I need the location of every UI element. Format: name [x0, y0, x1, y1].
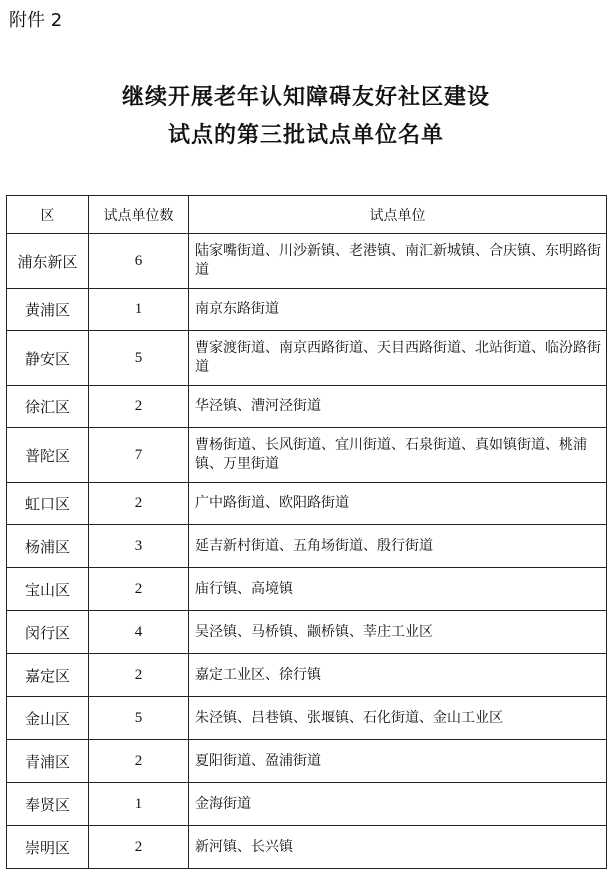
district-cell: 虹口区 — [7, 483, 89, 525]
pilot-units-table — [6, 195, 607, 869]
district-cell: 静安区 — [7, 331, 89, 386]
district-cell: 普陀区 — [7, 428, 89, 483]
table-row — [7, 483, 607, 525]
units-cell: 广中路街道、欧阳路街道 — [189, 483, 607, 525]
district-cell: 奉贤区 — [7, 783, 89, 826]
table-row — [7, 428, 607, 483]
count-cell: 3 — [89, 525, 189, 568]
table-row — [7, 783, 607, 826]
table-row — [7, 654, 607, 697]
count-cell: 5 — [89, 697, 189, 740]
count-cell: 1 — [89, 783, 189, 826]
count-cell: 2 — [89, 386, 189, 428]
count-cell: 2 — [89, 568, 189, 611]
table-row — [7, 826, 607, 869]
district-cell: 青浦区 — [7, 740, 89, 783]
table-row — [7, 568, 607, 611]
units-cell: 嘉定工业区、徐行镇 — [189, 654, 607, 697]
units-cell: 陆家嘴街道、川沙新镇、老港镇、南汇新城镇、合庆镇、东明路街道 — [189, 234, 607, 289]
units-cell: 朱泾镇、吕巷镇、张堰镇、石化街道、金山工业区 — [189, 697, 607, 740]
table-row — [7, 525, 607, 568]
count-cell: 4 — [89, 611, 189, 654]
units-cell: 曹家渡街道、南京西路街道、天目西路街道、北站街道、临汾路街道 — [189, 331, 607, 386]
district-cell: 徐汇区 — [7, 386, 89, 428]
table-header-row — [7, 196, 607, 234]
units-cell: 新河镇、长兴镇 — [189, 826, 607, 869]
document-title-line-2: 试点的第三批试点单位名单 — [167, 123, 444, 148]
units-cell: 延吉新村街道、五角场街道、殷行街道 — [189, 525, 607, 568]
count-cell: 2 — [89, 740, 189, 783]
table-row — [7, 331, 607, 386]
table-row — [7, 611, 607, 654]
units-cell: 曹杨街道、长风街道、宜川街道、石泉街道、真如镇街道、桃浦镇、万里街道 — [189, 428, 607, 483]
header-count: 试点单位数 — [89, 196, 189, 234]
district-cell: 黄浦区 — [7, 289, 89, 331]
table-row — [7, 386, 607, 428]
units-cell: 夏阳街道、盈浦街道 — [189, 740, 607, 783]
table-row — [7, 234, 607, 289]
units-cell: 庙行镇、高境镇 — [189, 568, 607, 611]
count-cell: 5 — [89, 331, 189, 386]
count-cell: 2 — [89, 483, 189, 525]
count-cell: 2 — [89, 826, 189, 869]
count-cell: 7 — [89, 428, 189, 483]
district-cell: 浦东新区 — [7, 234, 89, 289]
header-units: 试点单位 — [189, 196, 607, 234]
district-cell: 宝山区 — [7, 568, 89, 611]
document-title-line-1: 继续开展老年认知障碍友好社区建设 — [121, 85, 490, 110]
header-district: 区 — [7, 196, 89, 234]
units-cell: 南京东路街道 — [189, 289, 607, 331]
district-cell: 崇明区 — [7, 826, 89, 869]
district-cell: 嘉定区 — [7, 654, 89, 697]
units-cell: 华泾镇、漕河泾街道 — [189, 386, 607, 428]
units-cell: 金海街道 — [189, 783, 607, 826]
count-cell: 2 — [89, 654, 189, 697]
table-row — [7, 740, 607, 783]
district-cell: 杨浦区 — [7, 525, 89, 568]
table-row — [7, 289, 607, 331]
district-cell: 闵行区 — [7, 611, 89, 654]
attachment-label: 附件 2 — [9, 10, 63, 31]
table-row — [7, 697, 607, 740]
district-cell: 金山区 — [7, 697, 89, 740]
units-cell: 吴泾镇、马桥镇、颛桥镇、莘庄工业区 — [189, 611, 607, 654]
count-cell: 1 — [89, 289, 189, 331]
count-cell: 6 — [89, 234, 189, 289]
